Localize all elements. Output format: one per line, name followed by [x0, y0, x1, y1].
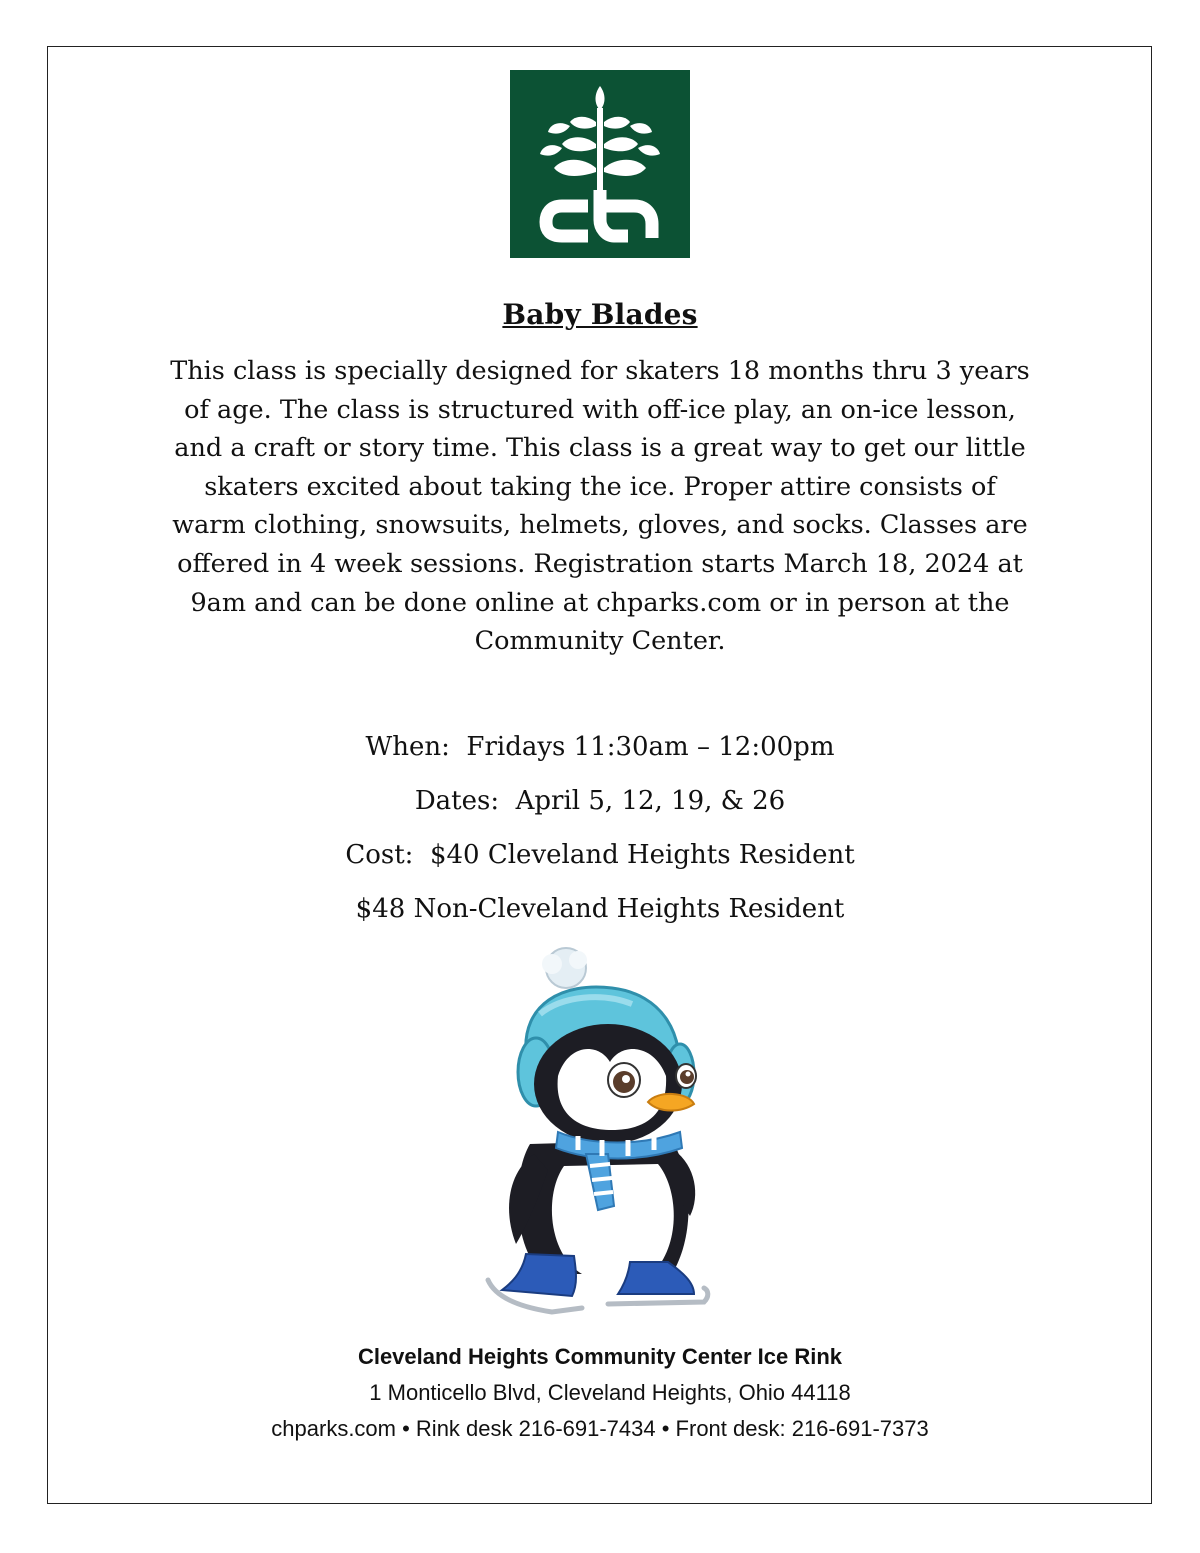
page-title: Baby Blades [502, 298, 698, 331]
description-line: offered in 4 week sessions. Registration starts March 18, 2024 at [177, 548, 1023, 579]
description-line: Community Center. [474, 626, 726, 657]
schedule-dates: Dates: April 5, 12, 19, & 26 [414, 786, 786, 816]
penguin-skating-illustration [482, 944, 722, 1336]
description-line: warm clothing, snowsuits, helmets, gloves, and socks. Classes are [172, 510, 1028, 541]
description-line: and a craft or story time. This class is a great way to get our little [174, 433, 1026, 464]
cost-resident: Cost: $40 Cleveland Heights Resident [345, 840, 855, 870]
venue-address: 1 Monticello Blvd, Cleveland Heights, Ohio 44118 [369, 1380, 851, 1405]
description-line: 9am and can be done online at chparks.com or in person at the [190, 587, 1010, 618]
description-line: skaters excited about taking the ice. Proper attire consists of [204, 471, 996, 502]
venue-name: Cleveland Heights Community Center Ice Rink [357, 1344, 843, 1369]
schedule-when: When: Fridays 11:30am – 12:00pm [365, 732, 835, 762]
class-description [120, 352, 1080, 661]
description-line: This class is specially designed for skaters 18 months thru 3 years [170, 356, 1030, 386]
contact-info: chparks.com • Rink desk 216-691-7434 • Front desk: 216-691-7373 [271, 1416, 929, 1441]
description-line: of age. The class is structured with off-ice play, an on-ice lesson, [184, 394, 1016, 425]
cost-nonresident: $48 Non-Cleveland Heights Resident [355, 894, 845, 924]
cleveland-heights-parks-logo [510, 70, 690, 258]
